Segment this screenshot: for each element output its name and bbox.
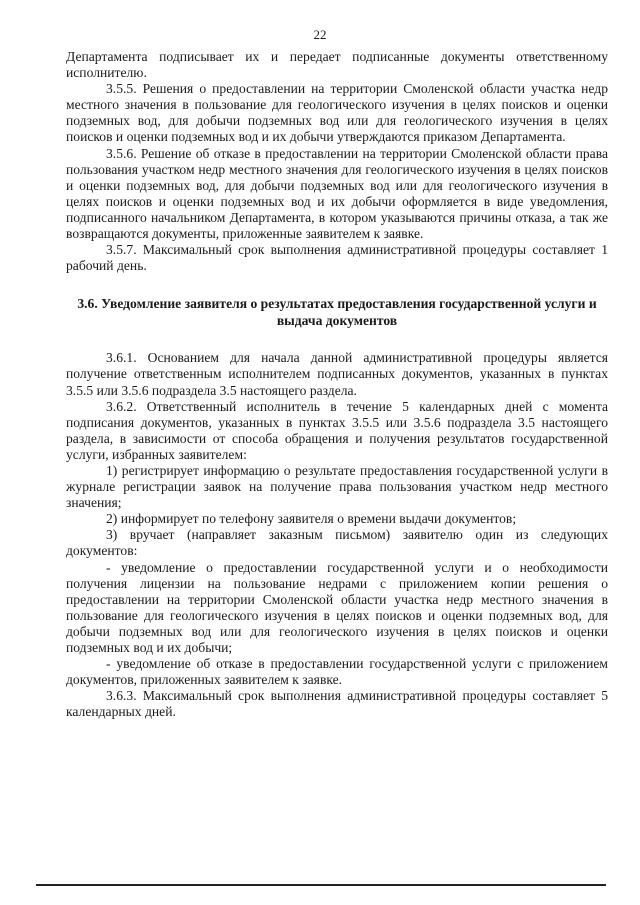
paragraph-3-5-6: 3.5.6. Решение об отказе в предоставлении на территории Смоленской области права пользования участком недр местного значения для геологического изучения в целях поисков и оценки подземных вод, для добычи подземных вод или для геологического изучения в целях поисков и оценки подземных вод и их добычи оформляется в виде уведомления, подписанного начальником Департамента, в котором указываются причины отказа, а так же возвращаются документы, приложенные заявителем к заявке. xyxy=(66,145,608,242)
paragraph-3-6-2: 3.6.2. Ответственный исполнитель в течение 5 календарных дней с момента подписания документов, указанных в пунктах 3.5.5 или 3.5.6 подраздела 3.5 настоящего раздела, в зависимости от способа обращения и получения результатов государственной услуги, избранных заявителем: xyxy=(66,398,608,462)
list-item-3: 3) вручает (направляет заказным письмом) заявителю один из следующих документов: xyxy=(66,527,608,559)
section-heading-3-6: 3.6. Уведомление заявителя о результатах предоставления государственной услуги и выдача документов xyxy=(77,296,597,328)
bottom-rule xyxy=(36,884,606,886)
list-item-2: 2) информирует по телефону заявителя о времени выдачи документов; xyxy=(106,511,517,527)
page-number: 22 xyxy=(313,27,327,42)
paragraph-3-5-5: 3.5.5. Решения о предоставлении на территории Смоленской области участка недр местного значения в пользование для геологического изучения в целях поисков и оценки подземных вод, для добычи подземных вод или для геологического изучения в целях поисков и оценки подземных вод и их добычи утверждаются приказом Департамента. xyxy=(66,81,608,145)
dash-item-notification-granted: - уведомление о предоставлении государственной услуги и о необходимости получения лицензии на пользование недрами с приложением копии решения о предоставлении на территории Смоленской области участка недр местного значения в пользование для геологического изучения в целях поисков и оценки подземных вод, для добычи подземных вод или для геологического изучения в целях поисков и оценки подземных вод и их добычи; xyxy=(66,559,608,655)
paragraph-continuation: Департамента подписывает их и передает подписанные документы ответственному исполнителю. xyxy=(66,49,608,81)
paragraph-3-5-7: 3.5.7. Максимальный срок выполнения административной процедуры составляет 1 рабочий день. xyxy=(66,242,608,274)
document-body xyxy=(66,49,608,720)
paragraph-3-6-1: 3.6.1. Основанием для начала данной административной процедуры является получение ответственным исполнителем подписанных документов, указанных в пунктах 3.5.5 или 3.5.6 подраздела 3.5 настоящего раздела. xyxy=(66,350,608,398)
dash-item-notification-refusal: - уведомление об отказе в предоставлении государственной услуги с приложением документов, приложенных заявителем к заявке. xyxy=(66,656,608,688)
list-item-1: 1) регистрирует информацию о результате предоставления государственной услуги в журнале регистрации заявок на получение права пользования участком недр местного значения; xyxy=(66,462,608,511)
paragraph-3-6-3: 3.6.3. Максимальный срок выполнения административной процедуры составляет 5 календарных дней. xyxy=(66,688,608,720)
